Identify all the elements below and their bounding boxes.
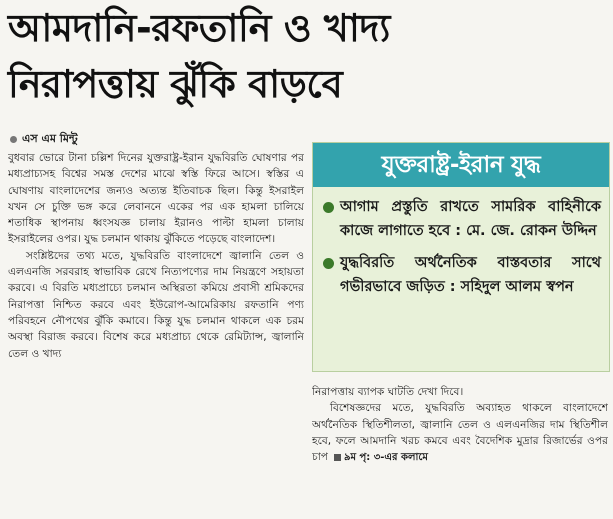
sidebar-item-text: আগাম প্রস্তুতি রাখতে সামরিক বাহিনীকে কাজে লাগাতে হবে : মে. জে. রোকন উদ্দিন <box>340 199 601 239</box>
bullet-icon <box>323 258 334 269</box>
headline-line-1: আমদানি-রফতানি ও খাদ্য <box>8 6 390 50</box>
article-paragraph-text: বিশেষজ্ঞদের মতে, যুদ্ধবিরতি অব্যাহত থাকলে বাংলাদেশে অর্থনৈতিক স্থিতিশীলতা, জ্বালানি তেল ও এলএনজির দাম স্থিতিশীল হবে, ফলে আমদানি খরচ কমবে এবং বৈদেশিক মুদ্রার রিজার্ভের ওপর চাপ <box>312 402 608 464</box>
byline <box>10 130 78 149</box>
article-paragraph: বুধবার ভোরে টানা চল্লিশ দিনের যুক্তরাষ্ট্র-ইরান যুদ্ধবিরতি ঘোষণার পর মধ্যপ্রাচ্যসহ বিশ্বের সমস্ত দেশের মাঝে স্বস্তি ফিরে আসে। স্বস্তির এ ঘোষণায় বাংলাদেশের জন্যও অত্যন্ত ইতিবাচক ছিল। কিন্তু ইসরাইল যখন সে চুক্তি ভঙ্গ করে লেবাননে একের পর এক হামলা চালিয়ে শতাধিক স্থাপনায় ধ্বংসযজ্ঞ চালায় ইরানও পাল্টা হামলা চালায় ইসরাইলের ওপর। যুদ্ধ চলমান থাকায় ঝুঁকিতে পড়েছে বাংলাদেশ। <box>8 152 304 246</box>
sidebar-title: যুক্তরাষ্ট্র-ইরান যুদ্ধ <box>313 143 609 187</box>
continuation-note[interactable]: ৯ম পৃ: ৩-এর কলামে <box>343 452 428 464</box>
headline-line-2: নিরাপত্তায় ঝুঁকি বাড়বে <box>8 62 343 106</box>
sidebar-list <box>313 187 609 299</box>
article-left-column <box>8 150 304 516</box>
bullet-icon <box>10 136 17 143</box>
article-paragraph: সংশ্লিষ্টদের তথ্য মতে, যুদ্ধবিরতি বাংলাদেশে জ্বালানি তেল ও এলএনজি সরবরাহ স্বাভাবিক রেখে নিত্যপণ্যের দাম নিয়ন্ত্রণে সহায়তা করবে। এ বিরতি মধ্যপ্রাচ্যে চলমান অস্থিরতা কমিয়ে প্রবাসী শ্রমিকদের নিরাপত্তা নিশ্চিত করবে এবং ইউরোপ-আমেরিকায় রফতানি পণ্য পরিবহনে নৌপথের ঝুঁকি কমাবে। কিন্তু যুদ্ধ চলমান থাকলে এক চরম অবস্থা বিরাজ করবে। বিশেষ করে মধ্যপ্রাচ্য থেকে রেমিট্যান্স, জ্বালানি তেল ও খাদ্য <box>8 249 304 360</box>
article-paragraph: নিরাপত্তায় ব্যাপক ঘাটতি দেখা দিবে। <box>312 386 464 398</box>
byline-author: এস এম মিন্টু <box>22 132 78 145</box>
continuation-marker-icon <box>334 454 341 461</box>
headline <box>8 0 608 112</box>
related-sidebar <box>312 142 610 372</box>
article-paragraph <box>312 400 608 466</box>
sidebar-item-text: যুদ্ধবিরতি অর্থনৈতিক বাস্তবতার সাথে গভীরভাবে জড়িত : সহিদুল আলম স্বপন <box>340 255 601 295</box>
article-right-column <box>312 384 608 514</box>
sidebar-item[interactable] <box>323 195 601 243</box>
sidebar-item[interactable] <box>323 251 601 299</box>
bullet-icon <box>323 202 334 213</box>
